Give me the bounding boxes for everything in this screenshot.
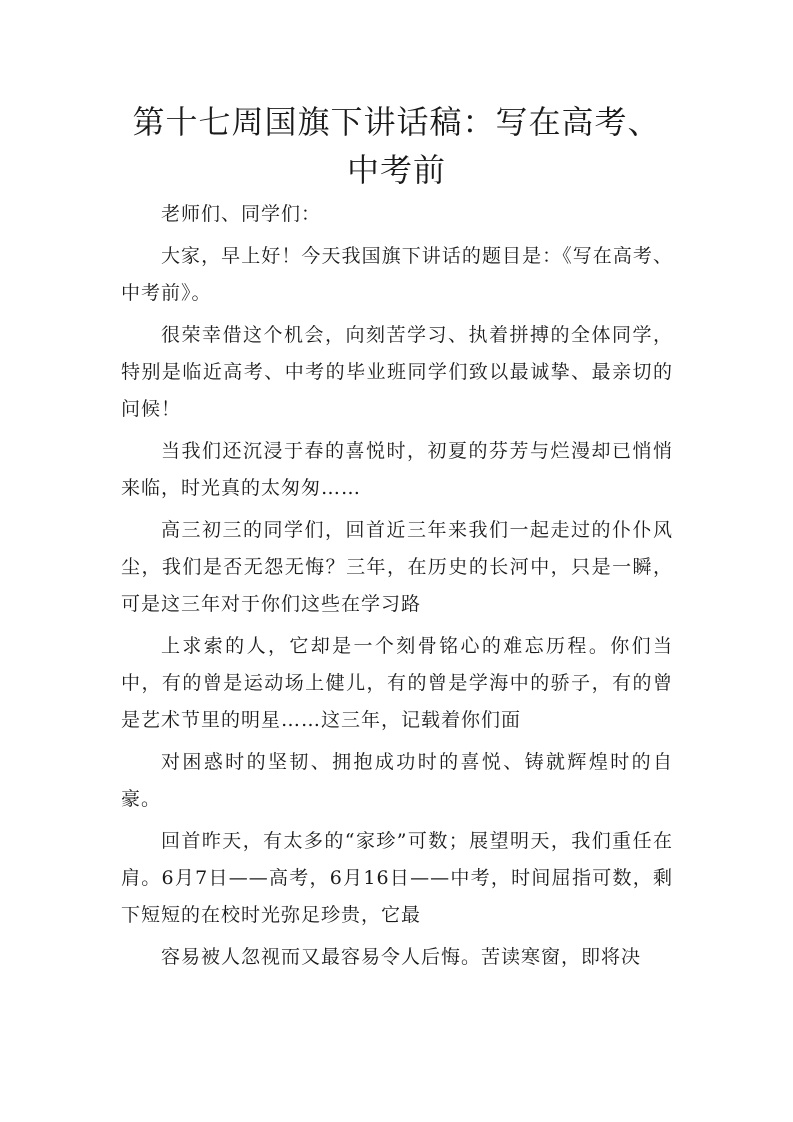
paragraph: 对困惑时的坚韧、拥抱成功时的喜悦、铸就辉煌时的自豪。 (121, 751, 673, 810)
document-title: 第十七周国旗下讲话稿：写在高考、中考前 (132, 103, 661, 189)
paragraph: 回首昨天，有太多的“家珍”可数；展望明天，我们重任在肩。6月7日——高考，6月16日——中考，时间屈指可数，剩下短短的在校时光弥足珍贵，它最 (121, 830, 673, 926)
paragraph: 容易被人忽视而又最容易令人后悔。苦读寒窗，即将决 (161, 946, 642, 968)
document-body (121, 196, 673, 981)
paragraph-greeting: 大家，早上好！今天我国旗下讲话的题目是：《写在高考、中考前》。 (121, 245, 673, 304)
paragraph: 很荣幸借这个机会，向刻苦学习、执着拼搏的全体同学，特别是临近高考、中考的毕业班同学们致以最诚挚、最亲切的问候！ (121, 324, 673, 420)
paragraph: 当我们还沉浸于春的喜悦时，初夏的芬芳与烂漫却已悄悄来临，时光真的太匆匆…… (121, 440, 673, 499)
paragraph: 上求索的人，它却是一个刻骨铭心的难忘历程。你们当中，有的曾是运动场上健儿，有的曾是学海中的骄子，有的曾是艺术节里的明星……这三年，记载着你们面 (121, 635, 673, 731)
paragraph-salutation: 老师们、同学们： (161, 203, 322, 225)
paragraph: 高三初三的同学们，回首近三年来我们一起走过的仆仆风尘，我们是否无怨无悔？三年，在历史的长河中，只是一瞬，可是这三年对于你们这些在学习路 (121, 519, 673, 615)
